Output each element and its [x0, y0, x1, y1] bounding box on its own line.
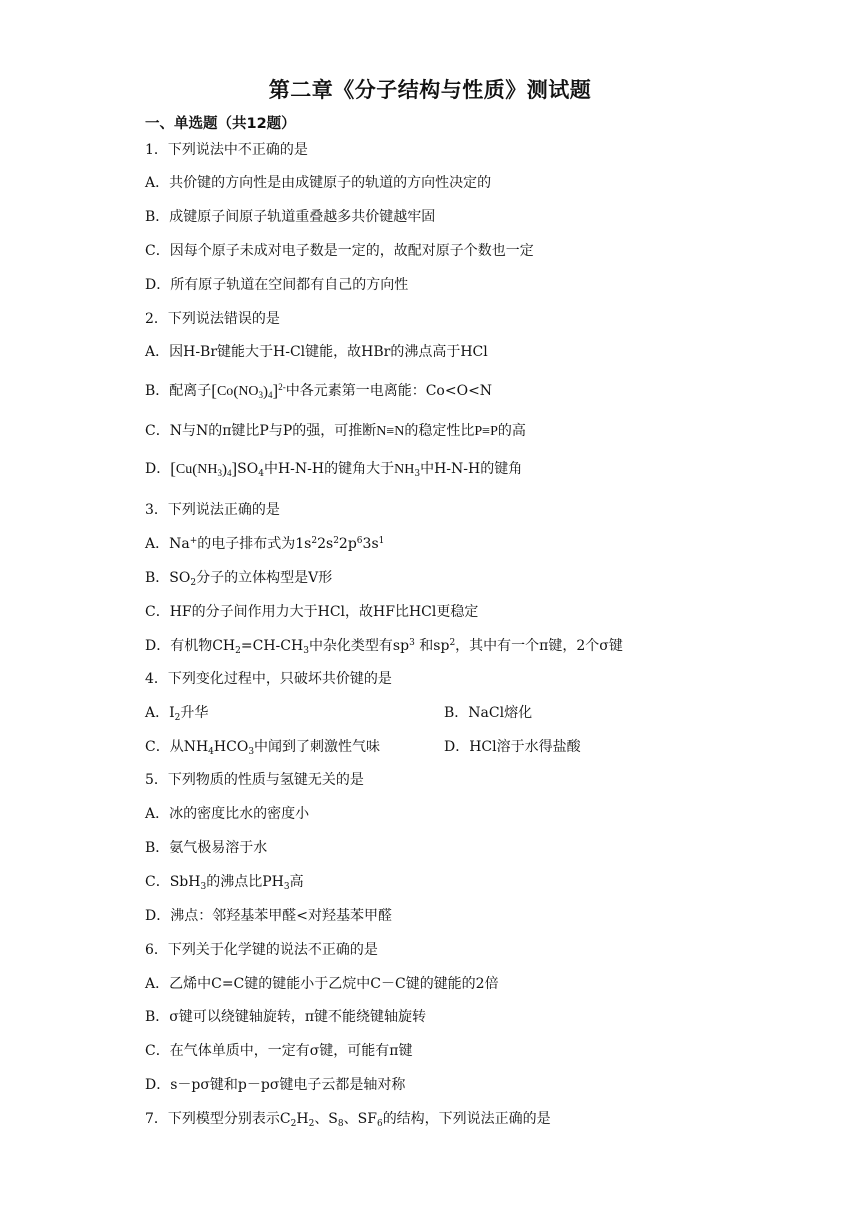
q2-stem: 2．下列说法错误的是	[145, 311, 280, 327]
page-title: 第二章《分子结构与性质》测试题	[268, 78, 592, 102]
q6-stem: 6．下列关于化学键的说法不正确的是	[145, 942, 378, 958]
q1-option-c: C．因每个原子未成对电子数是一定的，故配对原子个数也一定	[145, 243, 534, 259]
q3-option-b: B．$SO_2$分子的立体构型是V形	[145, 570, 333, 588]
q4-option-a: A．$I_2$升华	[145, 705, 209, 723]
q1-option-b: B．成键原子间原子轨道重叠越多共价键越牢固	[145, 209, 436, 225]
q1-option-d: D．所有原子轨道在空间都有自己的方向性	[145, 277, 409, 293]
q2-option-a: A．因H-Br键能大于H-Cl键能，故HBr的沸点高于HCl	[145, 344, 488, 360]
q2-option-d: D．$[Cu(NH_3)_4]SO_4$中H-N-H的键角大于$NH_3$中H-N-H的键角	[145, 459, 523, 479]
q3-option-c: C．HF的分子间作用力大于HCl，故HF比HCl更稳定	[145, 604, 479, 620]
q4-option-c: C．从$NH_4HCO_3$中闻到了刺激性气味	[145, 739, 381, 757]
q2-option-b: B．配离子$[Co(NO_3)_4]^{2-}$中各元素第一电离能：Co<O<N	[145, 381, 493, 400]
q5-option-b: B．氨气极易溶于水	[145, 840, 268, 856]
q5-option-d: D．沸点：邻羟基苯甲醛<对羟基苯甲醛	[145, 908, 392, 924]
q5-option-a: A．冰的密度比水的密度小	[145, 806, 310, 822]
q6-option-d: D．s－pσ键和p－pσ键电子云都是轴对称	[145, 1077, 406, 1093]
q6-option-c: C．在气体单质中，一定有σ键，可能有π键	[145, 1043, 413, 1059]
q4-option-b: B．NaCl熔化	[444, 705, 533, 721]
q6-option-a: A．乙烯中C=C键的键能小于乙烷中C－C键的键能的2倍	[145, 976, 499, 992]
q5-option-c: C．SbH$_3$的沸点比$PH_3$高	[145, 874, 304, 892]
q3-option-a: A．Na+的电子排布式为$1s^22s^22p^63s^1$	[145, 536, 385, 552]
section-heading: 一、单选题（共12题）	[145, 116, 296, 132]
q5-stem: 5．下列物质的性质与氢键无关的是	[145, 772, 364, 788]
q1-stem: 1．下列说法中不正确的是	[145, 142, 308, 158]
q2-option-c: C．N与N的π键比P与P的强，可推断N≡N的稳定性比P≡P的高	[145, 423, 526, 439]
q6-option-b: B．σ键可以绕键轴旋转，π键不能绕键轴旋转	[145, 1009, 427, 1025]
q3-option-d: D．有机物$CH_2=CH-CH_3$中杂化类型有$sp^3$ 和$sp^2$，其中有一个π键，2个σ键	[145, 638, 623, 656]
q1-option-a: A．共价键的方向性是由成键原子的轨道的方向性决定的	[145, 175, 492, 191]
q4-stem: 4．下列变化过程中，只破坏共价键的是	[145, 671, 392, 687]
q4-option-d: D．HCl溶于水得盐酸	[444, 739, 581, 755]
q3-stem: 3．下列说法正确的是	[145, 502, 280, 518]
q7-stem: 7．下列模型分别表示$C_2H_2$、$S_8$、$SF_6$的结构，下列说法正确的是	[145, 1111, 551, 1129]
